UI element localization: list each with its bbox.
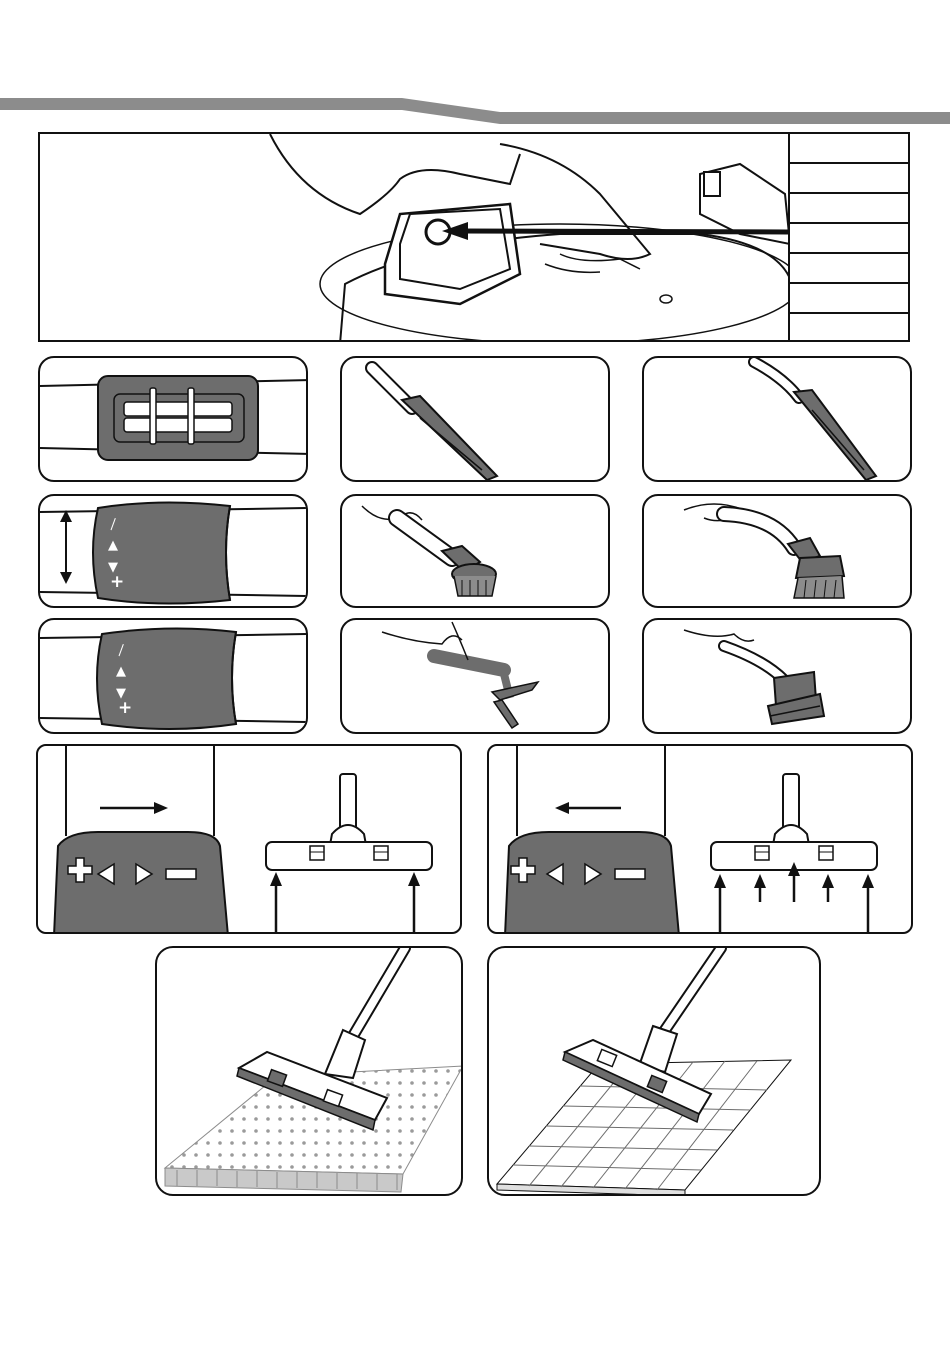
dial-plus-mark: + bbox=[118, 698, 133, 718]
panel-hard-floor-cleaning bbox=[487, 946, 821, 1196]
panel-handle-slider bbox=[38, 356, 308, 482]
panel-dusting-brush-2 bbox=[642, 494, 912, 608]
panel-floor-head-attach-2 bbox=[642, 618, 912, 734]
panel-floor-mode-hard bbox=[487, 744, 913, 934]
panel-crevice-tool-2 bbox=[642, 356, 912, 482]
dial-minus-mark: — bbox=[111, 640, 131, 660]
dial-down-mark: ▼ bbox=[116, 686, 126, 701]
legend-row bbox=[790, 194, 908, 224]
panel-dusting-brush-1 bbox=[340, 494, 610, 608]
dial-plus-mark: + bbox=[110, 572, 125, 592]
panel-power-dial-1 bbox=[38, 494, 308, 608]
panel-carpet-cleaning bbox=[155, 946, 463, 1196]
legend-row bbox=[790, 224, 908, 254]
bag-insertion-illustration bbox=[40, 134, 790, 342]
legend-row bbox=[790, 284, 908, 314]
dial-minus-mark: — bbox=[103, 514, 123, 534]
legend-row bbox=[790, 134, 908, 164]
legend-row bbox=[790, 314, 908, 340]
panel-crevice-tool-1 bbox=[340, 356, 610, 482]
dial-up-mark: ▲ bbox=[116, 664, 126, 679]
top-figure bbox=[38, 132, 790, 342]
panel-power-dial-2 bbox=[38, 618, 308, 734]
panel-floor-mode-carpet bbox=[36, 744, 462, 934]
dial-up-mark: ▲ bbox=[108, 538, 118, 553]
legend-row bbox=[790, 164, 908, 194]
header-band bbox=[0, 0, 950, 130]
legend-table bbox=[788, 132, 910, 342]
panel-floor-head-attach-1 bbox=[340, 618, 610, 734]
legend-row bbox=[790, 254, 908, 284]
dial-down-mark: ▼ bbox=[108, 560, 118, 575]
